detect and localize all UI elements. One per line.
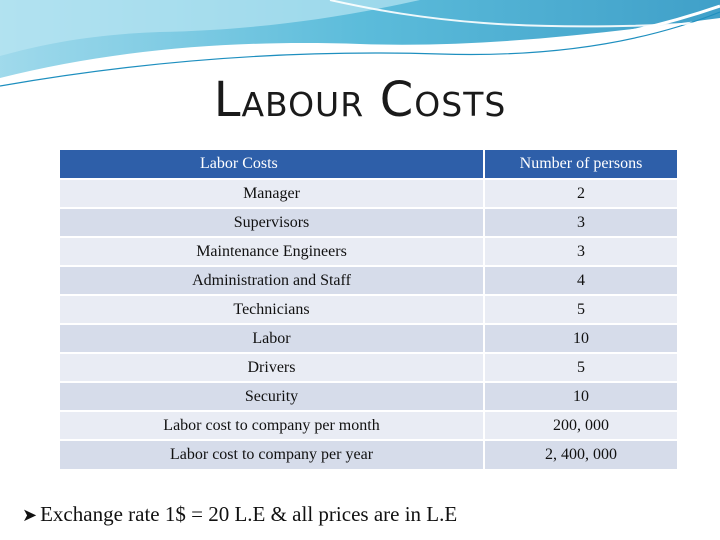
row-value: 2 bbox=[484, 179, 677, 208]
row-label: Technicians bbox=[60, 295, 484, 324]
row-label: Maintenance Engineers bbox=[60, 237, 484, 266]
table-row bbox=[60, 382, 677, 411]
row-label: Manager bbox=[60, 179, 484, 208]
row-value: 5 bbox=[484, 353, 677, 382]
title-initial-c: C bbox=[379, 72, 415, 128]
table-row bbox=[60, 179, 677, 208]
row-label: Drivers bbox=[60, 353, 484, 382]
slide-title bbox=[0, 72, 720, 128]
labor-costs-table bbox=[60, 150, 677, 469]
title-initial-l: L bbox=[213, 72, 242, 128]
table-header-row bbox=[60, 150, 677, 179]
row-value: 3 bbox=[484, 237, 677, 266]
row-label: Administration and Staff bbox=[60, 266, 484, 295]
header-labor-costs: Labor Costs bbox=[60, 150, 484, 179]
row-label: Labor cost to company per month bbox=[60, 411, 484, 440]
header-number-of-persons: Number of persons bbox=[484, 150, 677, 179]
row-value: 2, 400, 000 bbox=[484, 440, 677, 469]
row-value: 10 bbox=[484, 382, 677, 411]
title-word-abour: ABOUR bbox=[241, 85, 365, 124]
row-value: 200, 000 bbox=[484, 411, 677, 440]
row-label: Labor bbox=[60, 324, 484, 353]
exchange-rate-note bbox=[22, 502, 457, 527]
table-row bbox=[60, 295, 677, 324]
table-row bbox=[60, 411, 677, 440]
table-row bbox=[60, 324, 677, 353]
table-row bbox=[60, 353, 677, 382]
exchange-rate-text: Exchange rate 1$ = 20 L.E & all prices are in L.E bbox=[40, 502, 458, 526]
table-row bbox=[60, 440, 677, 469]
row-label: Labor cost to company per year bbox=[60, 440, 484, 469]
row-value: 4 bbox=[484, 266, 677, 295]
arrow-bullet-icon: ➤ bbox=[22, 505, 38, 525]
table-row bbox=[60, 237, 677, 266]
row-value: 10 bbox=[484, 324, 677, 353]
row-value: 5 bbox=[484, 295, 677, 324]
row-value: 3 bbox=[484, 208, 677, 237]
row-label: Supervisors bbox=[60, 208, 484, 237]
title-word-osts: OSTS bbox=[414, 85, 507, 124]
table-row bbox=[60, 208, 677, 237]
row-label: Security bbox=[60, 382, 484, 411]
table-row bbox=[60, 266, 677, 295]
